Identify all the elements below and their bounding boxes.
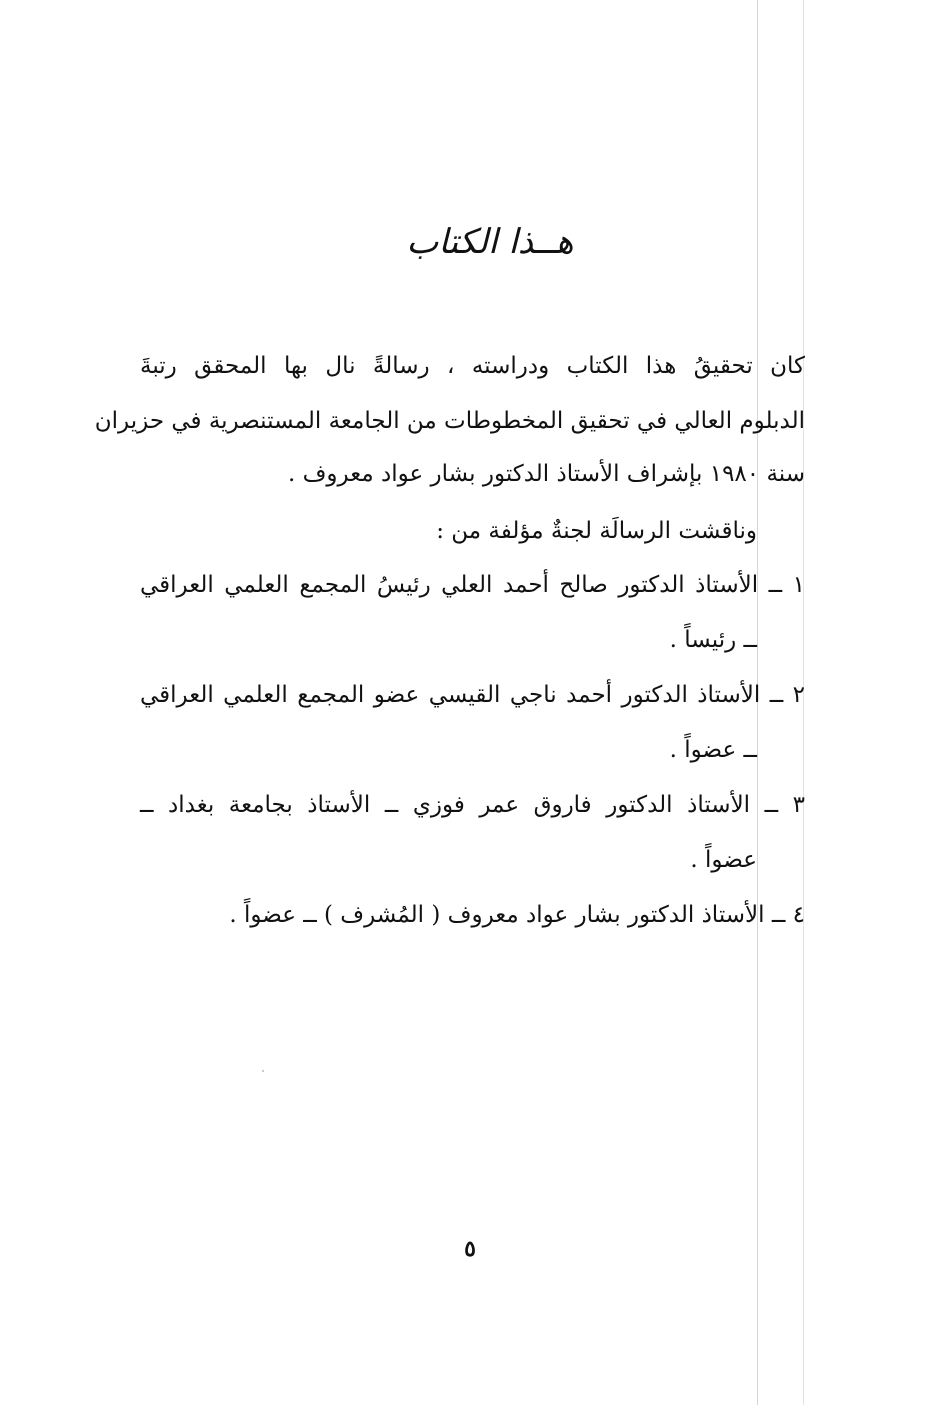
list-item-continuation: عضواً . [690,847,757,873]
paragraph-line: سنة ١٩٨٠ بإشراف الأستاذ الدكتور بشار عواد معروف . [287,461,805,487]
paragraph-line: كان تحقيقُ هذا الكتاب ودراسته ، رسالةً نال بها المحقق رتبةَ [140,353,805,379]
paragraph-line: وناقشت الرسالَة لجنةٌ مؤلفة من : [436,518,757,544]
scan-speck [262,1070,264,1072]
list-item-continuation: ــ رئيساً . [669,627,757,653]
list-item: ٢ ــ الأستاذ الدكتور أحمد ناجي القيسي عضو المجمع العلمي العراقي [140,682,805,708]
list-item-continuation: ــ عضواً . [669,737,757,763]
page-title: هــذا الكتاب [406,222,574,262]
list-item: ٤ ــ الأستاذ الدكتور بشار عواد معروف ( المُشرف ) ــ عضواً . [229,902,805,928]
page-number: ٥ [464,1236,476,1262]
paragraph-line: الدبلوم العالي في تحقيق المخطوطات من الجامعة المستنصرية في حزيران [94,408,805,434]
list-item: ٣ ــ الأستاذ الدكتور فاروق عمر فوزي ــ الأستاذ بجامعة بغداد ــ [140,792,805,818]
list-item: ١ ــ الأستاذ الدكتور صالح أحمد العلي رئيسُ المجمع العلمي العراقي [140,572,805,598]
